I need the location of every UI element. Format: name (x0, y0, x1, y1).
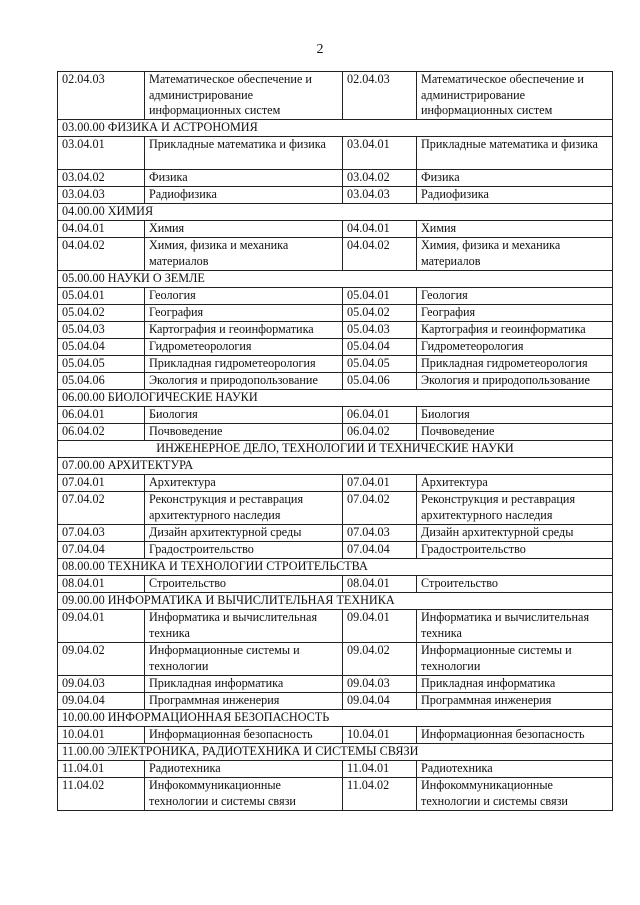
new-name-cell: Прикладная информатика (145, 676, 343, 693)
old-code-cell: 05.04.06 (343, 373, 417, 390)
new-code-cell: 09.04.03 (58, 676, 145, 693)
table-row (58, 238, 613, 271)
new-name-cell: Прикладная гидрометеорология (145, 356, 343, 373)
table-row (58, 356, 613, 373)
old-code-cell: 06.04.01 (343, 407, 417, 424)
old-name-cell: Информационные системы и технологии (417, 643, 613, 676)
old-code-cell: 09.04.01 (343, 610, 417, 643)
new-code-cell: 11.04.01 (58, 761, 145, 778)
old-name-cell: Почвоведение (417, 424, 613, 441)
table-row (58, 542, 613, 559)
new-name-cell: Дизайн архитектурной среды (145, 525, 343, 542)
old-code-cell: 11.04.02 (343, 778, 417, 811)
table-row (58, 778, 613, 811)
old-name-cell: Прикладные математика и физика (417, 137, 613, 170)
old-code-cell: 05.04.04 (343, 339, 417, 356)
new-name-cell: Информационные системы и технологии (145, 643, 343, 676)
section-heading: 08.00.00 ТЕХНИКА И ТЕХНОЛОГИИ СТРОИТЕЛЬСТВА (58, 559, 613, 576)
new-code-cell: 07.04.01 (58, 475, 145, 492)
new-name-cell: Реконструкция и реставрация архитектурного наследия (145, 492, 343, 525)
old-code-cell: 09.04.03 (343, 676, 417, 693)
new-name-cell: Радиотехника (145, 761, 343, 778)
section-row (58, 441, 613, 458)
section-heading: 03.00.00 ФИЗИКА И АСТРОНОМИЯ (58, 120, 613, 137)
old-name-cell: Инфокоммуникационные технологии и системы связи (417, 778, 613, 811)
table-body (58, 72, 613, 811)
old-code-cell: 09.04.04 (343, 693, 417, 710)
new-name-cell: Экология и природопользование (145, 373, 343, 390)
section-heading: 04.00.00 ХИМИЯ (58, 204, 613, 221)
new-code-cell: 03.04.01 (58, 137, 145, 170)
new-code-cell: 07.04.03 (58, 525, 145, 542)
old-code-cell: 05.04.02 (343, 305, 417, 322)
old-name-cell: Математическое обеспечение и администрирование информационных систем (417, 72, 613, 120)
old-code-cell: 04.04.01 (343, 221, 417, 238)
section-row (58, 710, 613, 727)
table-row (58, 761, 613, 778)
old-name-cell: Физика (417, 170, 613, 187)
new-name-cell: Геология (145, 288, 343, 305)
old-code-cell: 08.04.01 (343, 576, 417, 593)
section-row (58, 593, 613, 610)
old-name-cell: Картография и геоинформатика (417, 322, 613, 339)
old-name-cell: Радиофизика (417, 187, 613, 204)
table-row (58, 475, 613, 492)
table-row (58, 339, 613, 356)
new-code-cell: 11.04.02 (58, 778, 145, 811)
section-heading: 09.00.00 ИНФОРМАТИКА И ВЫЧИСЛИТЕЛЬНАЯ ТЕХНИКА (58, 593, 613, 610)
section-heading: ИНЖЕНЕРНОЕ ДЕЛО, ТЕХНОЛОГИИ И ТЕХНИЧЕСКИЕ НАУКИ (58, 441, 613, 458)
new-name-cell: Почвоведение (145, 424, 343, 441)
old-code-cell: 05.04.05 (343, 356, 417, 373)
old-name-cell: Дизайн архитектурной среды (417, 525, 613, 542)
table-row (58, 170, 613, 187)
table-row (58, 676, 613, 693)
new-code-cell: 08.04.01 (58, 576, 145, 593)
old-code-cell: 06.04.02 (343, 424, 417, 441)
table-row (58, 305, 613, 322)
new-code-cell: 05.04.02 (58, 305, 145, 322)
new-name-cell: Физика (145, 170, 343, 187)
table-row (58, 72, 613, 120)
table-row (58, 576, 613, 593)
old-name-cell: Прикладная гидрометеорология (417, 356, 613, 373)
old-name-cell: Реконструкция и реставрация архитектурного наследия (417, 492, 613, 525)
new-name-cell: Радиофизика (145, 187, 343, 204)
new-name-cell: Информационная безопасность (145, 727, 343, 744)
new-code-cell: 05.04.01 (58, 288, 145, 305)
old-name-cell: Химия, физика и механика материалов (417, 238, 613, 271)
new-name-cell: Градостроительство (145, 542, 343, 559)
new-code-cell: 05.04.06 (58, 373, 145, 390)
section-row (58, 744, 613, 761)
new-name-cell: Инфокоммуникационные технологии и системы связи (145, 778, 343, 811)
section-row (58, 559, 613, 576)
new-name-cell: Прикладные математика и физика (145, 137, 343, 170)
new-name-cell: Биология (145, 407, 343, 424)
section-row (58, 271, 613, 288)
section-row (58, 120, 613, 137)
old-code-cell: 09.04.02 (343, 643, 417, 676)
old-name-cell: География (417, 305, 613, 322)
table-row (58, 221, 613, 238)
old-name-cell: Биология (417, 407, 613, 424)
new-name-cell: Программная инженерия (145, 693, 343, 710)
new-code-cell: 04.04.01 (58, 221, 145, 238)
table-row (58, 373, 613, 390)
table-row (58, 137, 613, 170)
table-row (58, 643, 613, 676)
old-code-cell: 03.04.03 (343, 187, 417, 204)
old-name-cell: Прикладная информатика (417, 676, 613, 693)
new-code-cell: 06.04.01 (58, 407, 145, 424)
section-heading: 06.00.00 БИОЛОГИЧЕСКИЕ НАУКИ (58, 390, 613, 407)
old-code-cell: 10.04.01 (343, 727, 417, 744)
old-name-cell: Гидрометеорология (417, 339, 613, 356)
table-row (58, 407, 613, 424)
table-row (58, 492, 613, 525)
new-name-cell: Картография и геоинформатика (145, 322, 343, 339)
old-code-cell: 05.04.01 (343, 288, 417, 305)
old-name-cell: Радиотехника (417, 761, 613, 778)
new-code-cell: 10.04.01 (58, 727, 145, 744)
old-name-cell: Геология (417, 288, 613, 305)
new-code-cell: 09.04.02 (58, 643, 145, 676)
new-name-cell: Гидрометеорология (145, 339, 343, 356)
old-name-cell: Программная инженерия (417, 693, 613, 710)
table-row (58, 187, 613, 204)
new-code-cell: 04.04.02 (58, 238, 145, 271)
old-code-cell: 02.04.03 (343, 72, 417, 120)
section-heading: 10.00.00 ИНФОРМАЦИОННАЯ БЕЗОПАСНОСТЬ (58, 710, 613, 727)
new-name-cell: Строительство (145, 576, 343, 593)
table-row (58, 693, 613, 710)
old-name-cell: Строительство (417, 576, 613, 593)
section-heading: 07.00.00 АРХИТЕКТУРА (58, 458, 613, 475)
new-name-cell: Архитектура (145, 475, 343, 492)
section-row (58, 390, 613, 407)
table-row (58, 727, 613, 744)
new-code-cell: 05.04.04 (58, 339, 145, 356)
old-code-cell: 03.04.02 (343, 170, 417, 187)
old-name-cell: Химия (417, 221, 613, 238)
new-name-cell: Химия, физика и механика материалов (145, 238, 343, 271)
old-code-cell: 05.04.03 (343, 322, 417, 339)
section-heading: 11.00.00 ЭЛЕКТРОНИКА, РАДИОТЕХНИКА И СИСТЕМЫ СВЯЗИ (58, 744, 613, 761)
old-code-cell: 07.04.01 (343, 475, 417, 492)
new-code-cell: 06.04.02 (58, 424, 145, 441)
old-code-cell: 03.04.01 (343, 137, 417, 170)
old-name-cell: Информатика и вычислительная техника (417, 610, 613, 643)
new-name-cell: Химия (145, 221, 343, 238)
new-code-cell: 03.04.02 (58, 170, 145, 187)
new-code-cell: 02.04.03 (58, 72, 145, 120)
new-code-cell: 07.04.02 (58, 492, 145, 525)
table-row (58, 288, 613, 305)
new-name-cell: Математическое обеспечение и администрирование информационных систем (145, 72, 343, 120)
new-code-cell: 03.04.03 (58, 187, 145, 204)
old-code-cell: 07.04.02 (343, 492, 417, 525)
page-number: 2 (316, 42, 324, 57)
table-row (58, 610, 613, 643)
specialties-table (57, 71, 613, 811)
new-code-cell: 09.04.04 (58, 693, 145, 710)
section-heading: 05.00.00 НАУКИ О ЗЕМЛЕ (58, 271, 613, 288)
new-name-cell: Информатика и вычислительная техника (145, 610, 343, 643)
old-code-cell: 11.04.01 (343, 761, 417, 778)
new-code-cell: 07.04.04 (58, 542, 145, 559)
new-code-cell: 05.04.05 (58, 356, 145, 373)
table-row (58, 322, 613, 339)
section-row (58, 458, 613, 475)
new-name-cell: География (145, 305, 343, 322)
old-code-cell: 07.04.03 (343, 525, 417, 542)
new-code-cell: 09.04.01 (58, 610, 145, 643)
new-code-cell: 05.04.03 (58, 322, 145, 339)
old-name-cell: Информационная безопасность (417, 727, 613, 744)
old-name-cell: Экология и природопользование (417, 373, 613, 390)
section-row (58, 204, 613, 221)
old-code-cell: 04.04.02 (343, 238, 417, 271)
table-row (58, 424, 613, 441)
old-name-cell: Архитектура (417, 475, 613, 492)
old-name-cell: Градостроительство (417, 542, 613, 559)
old-code-cell: 07.04.04 (343, 542, 417, 559)
table-row (58, 525, 613, 542)
